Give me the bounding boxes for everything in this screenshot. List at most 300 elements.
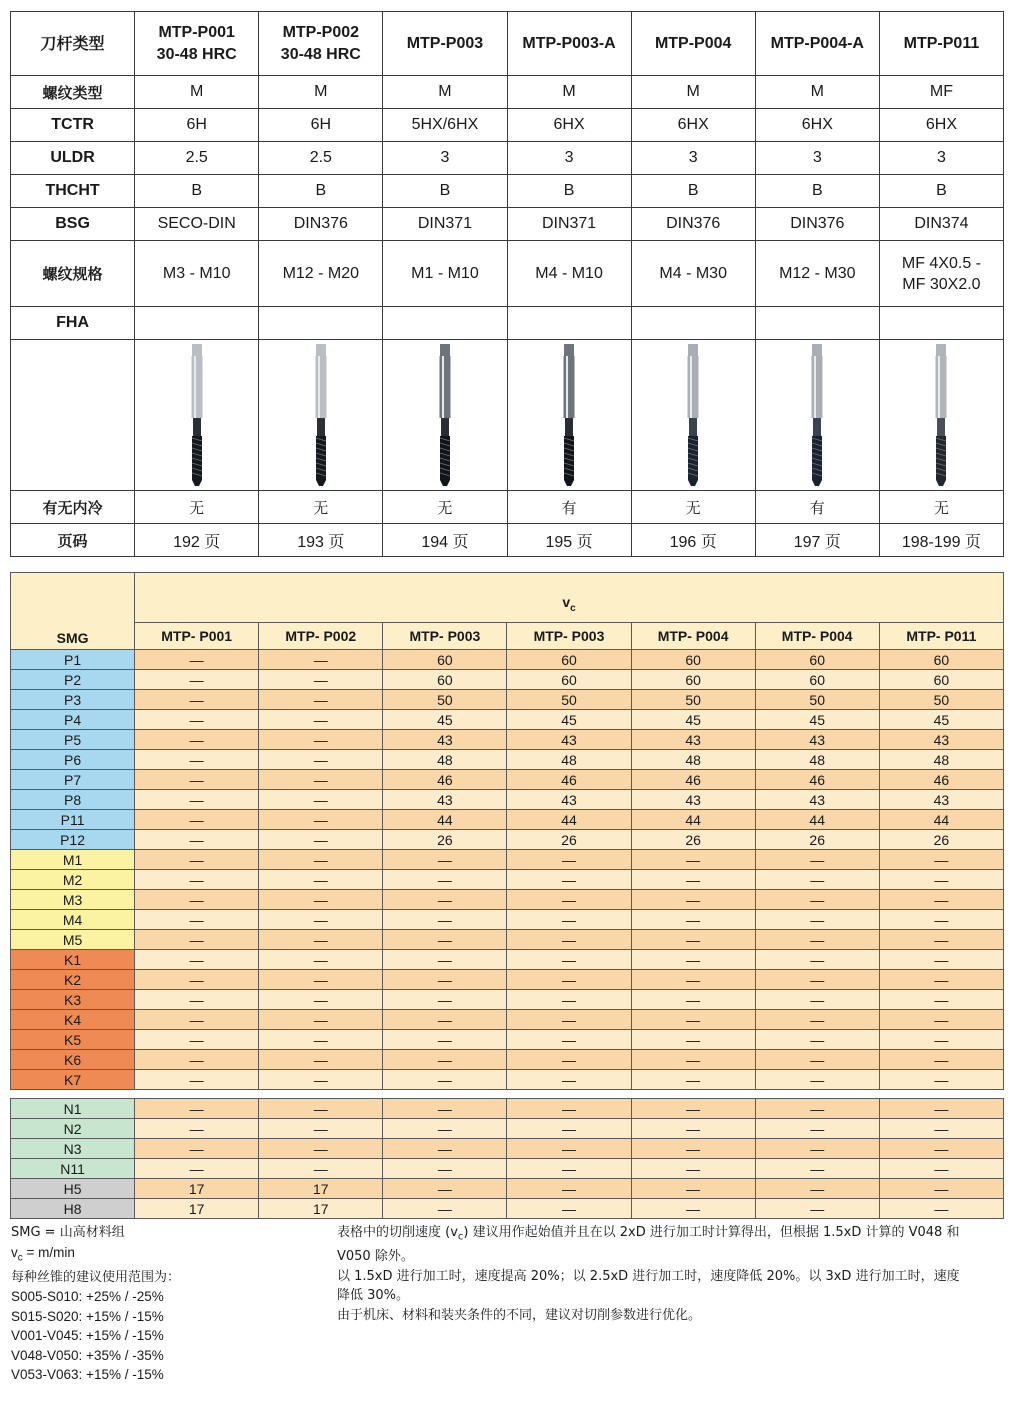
vc-value-cell: —	[383, 950, 507, 970]
tap-neck	[317, 418, 325, 436]
vc-value-cell: 26	[755, 830, 879, 850]
vc-value-cell: —	[879, 930, 1003, 950]
vc-value-cell: —	[507, 890, 631, 910]
tap-square-end	[440, 344, 450, 356]
vc-value-cell: —	[507, 850, 631, 870]
tap-image-cell	[135, 340, 259, 491]
cell-thread-type: M	[755, 76, 879, 109]
cell-uldr: 3	[507, 142, 631, 175]
cell-uldr: 3	[879, 142, 1003, 175]
vc-value-cell: —	[135, 930, 259, 950]
vc-value-cell: —	[755, 870, 879, 890]
col-name-line2: 30-48 HRC	[156, 45, 237, 63]
vc-value-cell: —	[135, 850, 259, 870]
cell-page: 197 页	[755, 524, 879, 557]
vc-value-cell: —	[631, 1179, 755, 1199]
label-uldr: ULDR	[11, 142, 135, 175]
vc-value-cell: —	[259, 1119, 383, 1139]
vc-value-cell: —	[259, 810, 383, 830]
range-item: V048-V050: +35% / -35%	[11, 1347, 164, 1363]
smg-cell: M2	[11, 870, 135, 890]
vc-value-cell: —	[879, 1139, 1003, 1159]
tap-tool-icon	[673, 342, 713, 488]
vc-value-cell: —	[135, 1119, 259, 1139]
vc-value-cell: —	[383, 1179, 507, 1199]
vc-value-cell: —	[507, 1159, 631, 1179]
cell-coolant: 无	[383, 491, 507, 524]
gap-cell	[259, 1090, 383, 1099]
tap-square-end	[564, 344, 574, 356]
spec-row-uldr	[11, 142, 1004, 175]
vc-value-cell: —	[755, 1030, 879, 1050]
col-name	[135, 12, 259, 76]
vc-row	[11, 990, 1004, 1010]
vc-value-cell: —	[383, 1070, 507, 1090]
vc-value-cell: —	[135, 1030, 259, 1050]
vc-value-cell: —	[259, 710, 383, 730]
vc-col-header: MTP- P003	[507, 623, 631, 650]
smg-cell: N3	[11, 1139, 135, 1159]
cell-uldr: 2.5	[135, 142, 259, 175]
vc-value-cell: —	[259, 650, 383, 670]
tap-neck	[441, 418, 449, 436]
cell-thread-type: M	[631, 76, 755, 109]
vc-value-cell: 17	[259, 1199, 383, 1219]
tap-image-cell	[879, 340, 1003, 491]
vc-value-cell: —	[259, 1159, 383, 1179]
cell-bsg: DIN371	[507, 208, 631, 241]
vc-value-cell: —	[755, 930, 879, 950]
range-item: S015-S020: +15% / -15%	[11, 1308, 164, 1324]
smg-cell: M4	[11, 910, 135, 930]
vc-value-cell: 60	[507, 670, 631, 690]
tap-shank-highlight	[194, 356, 196, 418]
vc-value-cell: —	[135, 1159, 259, 1179]
vc-value-cell: —	[631, 1199, 755, 1219]
vc-value-cell: 44	[383, 810, 507, 830]
cell-tctr: 6H	[135, 109, 259, 142]
label-page: 页码	[11, 524, 135, 557]
vc-value-cell: —	[879, 1030, 1003, 1050]
tap-tip	[440, 480, 450, 486]
vc-value-cell: —	[383, 1010, 507, 1030]
vc-value-cell: —	[879, 950, 1003, 970]
vc-value-cell: 43	[383, 790, 507, 810]
vc-value-cell: 26	[879, 830, 1003, 850]
cell-thcht: B	[755, 175, 879, 208]
vc-value-cell: 50	[755, 690, 879, 710]
vc-title-sub: c	[570, 603, 576, 614]
vc-value-cell: —	[135, 710, 259, 730]
vc-value-cell: —	[631, 1070, 755, 1090]
smg-cell: K1	[11, 950, 135, 970]
vc-value-cell: —	[259, 1070, 383, 1090]
cell-fha	[879, 307, 1003, 340]
vc-value-cell: —	[631, 1159, 755, 1179]
vc-value-cell: —	[135, 970, 259, 990]
vc-value-cell: —	[135, 870, 259, 890]
vc-row	[11, 650, 1004, 670]
vc-value-cell: —	[507, 1030, 631, 1050]
vc-row	[11, 1050, 1004, 1070]
vc-value-cell: —	[259, 930, 383, 950]
vc-value-cell: —	[383, 1199, 507, 1219]
vc-title-v: v	[562, 594, 571, 611]
vc-value-cell: —	[507, 990, 631, 1010]
vc-row	[11, 1010, 1004, 1030]
vc-value-cell: —	[879, 1119, 1003, 1139]
vc-value-cell: 50	[631, 690, 755, 710]
spec-row-thread-type	[11, 76, 1004, 109]
vc-value-cell: —	[755, 1159, 879, 1179]
vc-value-cell: —	[631, 1139, 755, 1159]
vc-value-cell: 60	[631, 670, 755, 690]
vc-title-row	[11, 573, 1004, 623]
vc-value-cell: —	[879, 970, 1003, 990]
tap-tip	[564, 480, 574, 486]
tap-neck	[193, 418, 201, 436]
vc-value-cell: —	[507, 1139, 631, 1159]
smg-cell: K7	[11, 1070, 135, 1090]
tap-tip	[316, 480, 326, 486]
vc-value-cell: 60	[755, 670, 879, 690]
vc-value-cell: —	[755, 910, 879, 930]
spec-row-fha	[11, 307, 1004, 340]
tap-tool-icon	[797, 342, 837, 488]
cell-coolant: 有	[507, 491, 631, 524]
tap-shank-highlight	[318, 356, 320, 418]
vc-value-cell: —	[631, 950, 755, 970]
vc-row	[11, 1179, 1004, 1199]
tap-shank	[315, 356, 326, 418]
cell-thcht: B	[259, 175, 383, 208]
vc-value-cell: 46	[383, 770, 507, 790]
vc-col-header: MTP- P003	[383, 623, 507, 650]
vc-value-cell: 26	[383, 830, 507, 850]
tap-image-cell	[755, 340, 879, 491]
cell-coolant: 无	[879, 491, 1003, 524]
vc-value-cell: —	[879, 1050, 1003, 1070]
cell-uldr: 3	[755, 142, 879, 175]
smg-cell: K6	[11, 1050, 135, 1070]
vc-value-cell: —	[383, 1139, 507, 1159]
vc-row	[11, 1070, 1004, 1090]
tap-tool-icon	[549, 342, 589, 488]
vc-row	[11, 890, 1004, 910]
vc-row	[11, 1119, 1004, 1139]
col-name: MTP-P003	[383, 12, 507, 76]
note-p1-cont: V050 除外。	[337, 1249, 414, 1265]
spec-row-images	[11, 340, 1004, 491]
vc-value-cell: 17	[259, 1179, 383, 1199]
vc-value-cell: 44	[631, 810, 755, 830]
vc-row	[11, 1159, 1004, 1179]
vc-value-cell: 26	[631, 830, 755, 850]
cell-thread-spec: M3 - M10	[135, 241, 259, 307]
vc-value-cell: —	[507, 1050, 631, 1070]
note-p1-sub: c	[457, 1231, 464, 1243]
vc-value-cell: —	[259, 670, 383, 690]
spec-row-thread-spec	[11, 241, 1004, 307]
gap-cell	[135, 1090, 259, 1099]
vc-value-cell: —	[755, 850, 879, 870]
cell-page: 195 页	[507, 524, 631, 557]
vc-value-cell: —	[755, 1139, 879, 1159]
cell-tctr: 6HX	[631, 109, 755, 142]
vc-value-cell: 60	[879, 650, 1003, 670]
vc-value-cell: —	[755, 990, 879, 1010]
vc-value-cell: —	[631, 870, 755, 890]
vc-value-cell: —	[631, 850, 755, 870]
vc-row	[11, 710, 1004, 730]
cell-thcht: B	[507, 175, 631, 208]
vc-value-cell: —	[755, 1010, 879, 1030]
vc-row	[11, 870, 1004, 890]
vc-value-cell: —	[259, 850, 383, 870]
cell-thread-type: M	[259, 76, 383, 109]
vc-value-cell: 43	[383, 730, 507, 750]
vc-value-cell: 44	[879, 810, 1003, 830]
vc-value-cell: —	[383, 970, 507, 990]
tap-spec-table	[10, 11, 1004, 557]
tap-tip	[192, 480, 202, 486]
vc-value-cell: —	[879, 1179, 1003, 1199]
note-p2: 以 1.5xD 进行加工时，速度提高 20%；以 2.5xD 进行加工时，速度降低 20%。以 3xD 进行加工时，速度	[337, 1268, 960, 1284]
vc-value-cell: —	[755, 1199, 879, 1219]
smg-cell: N1	[11, 1099, 135, 1119]
smg-cell: P12	[11, 830, 135, 850]
vc-value-cell: —	[259, 990, 383, 1010]
vc-value-cell: —	[507, 1119, 631, 1139]
vc-value-cell: —	[383, 1099, 507, 1119]
vc-value-cell: —	[755, 1070, 879, 1090]
vc-value-cell: —	[135, 670, 259, 690]
vc-row	[11, 830, 1004, 850]
range-item: V001-V045: +15% / -15%	[11, 1328, 164, 1344]
cell-thread-type: MF	[879, 76, 1003, 109]
vc-value-cell: —	[631, 1010, 755, 1030]
vc-value-cell: —	[259, 830, 383, 850]
tap-shank	[439, 356, 450, 418]
vc-value-cell: —	[383, 1030, 507, 1050]
vc-unit-rest: = m/min	[22, 1244, 75, 1260]
spec-row-tctr	[11, 109, 1004, 142]
smg-cell: P8	[11, 790, 135, 810]
vc-row	[11, 690, 1004, 710]
vc-col-header: MTP- P002	[259, 623, 383, 650]
vc-row	[11, 1199, 1004, 1219]
vc-row	[11, 970, 1004, 990]
vc-value-cell: 43	[507, 790, 631, 810]
vc-value-cell: —	[259, 1010, 383, 1030]
vc-value-cell: 60	[879, 670, 1003, 690]
vc-value-cell: —	[879, 910, 1003, 930]
vc-value-cell: —	[135, 1099, 259, 1119]
vc-value-cell: 46	[879, 770, 1003, 790]
cell-bsg: DIN376	[631, 208, 755, 241]
vc-value-cell: —	[135, 950, 259, 970]
cell-fha	[259, 307, 383, 340]
gap-cell	[755, 1090, 879, 1099]
note-p3: 由于机床、材料和装夹条件的不同，建议对切削参数进行优化。	[337, 1307, 702, 1323]
note-p2-cont: 降低 30%。	[337, 1288, 410, 1304]
vc-value-cell: —	[755, 1099, 879, 1119]
cell-fha	[507, 307, 631, 340]
vc-value-cell: —	[631, 930, 755, 950]
vc-value-cell: —	[383, 850, 507, 870]
vc-value-cell: 60	[755, 650, 879, 670]
vc-value-cell: —	[135, 690, 259, 710]
spec-row-page	[11, 524, 1004, 557]
vc-value-cell: —	[879, 990, 1003, 1010]
cell-thread-type: M	[507, 76, 631, 109]
tap-square-end	[936, 344, 946, 356]
cell-uldr: 2.5	[259, 142, 383, 175]
vc-value-cell: 43	[631, 730, 755, 750]
label-thread-type: 螺纹类型	[11, 76, 135, 109]
vc-col-header: MTP- P004	[755, 623, 879, 650]
gap-cell	[507, 1090, 631, 1099]
tap-image-cell	[507, 340, 631, 491]
note-p1-b: ) 建议用作起始值并且在以 2xD 进行加工时计算得出，但根据 1.5xD 计算的 V048 和	[463, 1225, 960, 1240]
vc-value-cell: —	[507, 1010, 631, 1030]
vc-value-cell: 50	[507, 690, 631, 710]
vc-value-cell: 43	[755, 790, 879, 810]
vc-col-header: MTP- P004	[631, 623, 755, 650]
cell-thread-type: M	[383, 76, 507, 109]
spec-line2: MF 30X2.0	[902, 275, 981, 293]
vc-value-cell: —	[135, 1010, 259, 1030]
cell-coolant: 无	[259, 491, 383, 524]
image-label-cell	[11, 340, 135, 491]
vc-value-cell: —	[755, 970, 879, 990]
vc-title	[135, 573, 1004, 623]
spec-row-bsg	[11, 208, 1004, 241]
vc-row	[11, 850, 1004, 870]
vc-value-cell: —	[135, 770, 259, 790]
col-name: MTP-P011	[879, 12, 1003, 76]
range-item: V053-V063: +15% / -15%	[11, 1367, 164, 1383]
smg-cell: P3	[11, 690, 135, 710]
vc-value-cell: 60	[631, 650, 755, 670]
vc-value-cell: —	[135, 650, 259, 670]
cell-tctr: 6HX	[755, 109, 879, 142]
vc-value-cell: —	[879, 870, 1003, 890]
vc-value-cell: 45	[755, 710, 879, 730]
vc-value-cell: —	[631, 1030, 755, 1050]
cell-page: 192 页	[135, 524, 259, 557]
tap-image-cell	[631, 340, 755, 491]
vc-value-cell: —	[259, 1139, 383, 1159]
smg-cell: N11	[11, 1159, 135, 1179]
smg-cell: P1	[11, 650, 135, 670]
spec-line1: MF 4X0.5 -	[901, 254, 981, 272]
vc-value-cell: —	[507, 950, 631, 970]
vc-value-cell: —	[135, 1139, 259, 1159]
gap-cell	[631, 1090, 755, 1099]
vc-value-cell: —	[879, 850, 1003, 870]
smg-cell: P2	[11, 670, 135, 690]
vc-value-cell: —	[383, 910, 507, 930]
vc-value-cell: 50	[879, 690, 1003, 710]
vc-value-cell: —	[135, 730, 259, 750]
tap-neck	[937, 418, 945, 436]
tap-shank	[688, 356, 699, 418]
vc-value-cell: 50	[383, 690, 507, 710]
vc-value-cell: —	[755, 1050, 879, 1070]
tap-shank-highlight	[938, 356, 940, 418]
vc-value-cell: 48	[631, 750, 755, 770]
vc-value-cell: —	[135, 830, 259, 850]
vc-row	[11, 930, 1004, 950]
tap-square-end	[812, 344, 822, 356]
cell-thcht: B	[383, 175, 507, 208]
tap-square-end	[688, 344, 698, 356]
cell-thread-spec: M12 - M30	[755, 241, 879, 307]
vc-value-cell: 43	[755, 730, 879, 750]
vc-value-cell: —	[135, 990, 259, 1010]
vc-value-cell: —	[631, 1050, 755, 1070]
cell-bsg: DIN374	[879, 208, 1003, 241]
cell-page: 194 页	[383, 524, 507, 557]
cell-fha	[135, 307, 259, 340]
cell-thread-type: M	[135, 76, 259, 109]
vc-value-cell: 17	[135, 1199, 259, 1219]
vc-column-header-row	[11, 623, 1004, 650]
tap-shank-highlight	[690, 356, 692, 418]
cell-bsg: DIN376	[259, 208, 383, 241]
vc-value-cell: 17	[135, 1179, 259, 1199]
smg-cell: P7	[11, 770, 135, 790]
cell-thread-spec	[879, 241, 1003, 307]
vc-value-cell: —	[259, 950, 383, 970]
label-bsg: BSG	[11, 208, 135, 241]
vc-value-cell: 60	[383, 650, 507, 670]
smg-cell: N2	[11, 1119, 135, 1139]
vc-value-cell: —	[879, 1199, 1003, 1219]
vc-value-cell: —	[507, 1179, 631, 1199]
vc-value-cell: 45	[879, 710, 1003, 730]
tap-shank	[812, 356, 823, 418]
vc-value-cell: 44	[755, 810, 879, 830]
tap-image-cell	[259, 340, 383, 491]
vc-value-cell: —	[631, 890, 755, 910]
vc-value-cell: —	[135, 810, 259, 830]
vc-value-cell: —	[383, 1050, 507, 1070]
vc-value-cell: 45	[383, 710, 507, 730]
vc-value-cell: —	[259, 1050, 383, 1070]
vc-col-header: MTP- P001	[135, 623, 259, 650]
vc-value-cell: —	[259, 1030, 383, 1050]
vc-row	[11, 1139, 1004, 1159]
col-name	[259, 12, 383, 76]
vc-unit-v: v	[11, 1244, 18, 1260]
smg-cell: K2	[11, 970, 135, 990]
tap-tip	[812, 480, 822, 486]
smg-cell: P6	[11, 750, 135, 770]
smg-cell: K5	[11, 1030, 135, 1050]
col-name: MTP-P003-A	[507, 12, 631, 76]
vc-value-cell: 46	[755, 770, 879, 790]
vc-value-cell: —	[507, 910, 631, 930]
smg-cell: K3	[11, 990, 135, 1010]
col-name-line1: MTP-P001	[158, 23, 235, 41]
smg-cell: H5	[11, 1179, 135, 1199]
note-p1	[337, 1223, 1002, 1247]
label-thcht: THCHT	[11, 175, 135, 208]
vc-row	[11, 810, 1004, 830]
tap-neck	[813, 418, 821, 436]
